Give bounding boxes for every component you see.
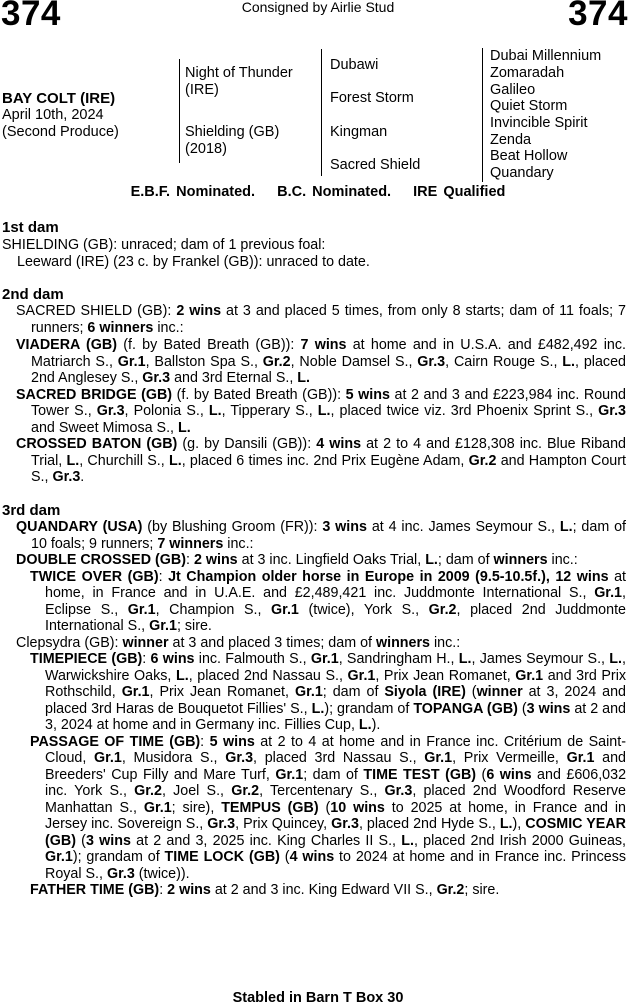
foaling-date: April 10th, 2024	[2, 107, 104, 123]
gen4-2: Zomaradah	[490, 65, 565, 81]
dam-sire: Kingman	[330, 124, 388, 140]
ebf-nomination: E.B.F. Nominated.	[130, 184, 256, 200]
nominations	[0, 184, 636, 200]
dam-name: Shielding (GB)	[185, 124, 280, 140]
first-dam-heading: 1st dam	[2, 219, 59, 236]
lot-number-right: 374	[568, 0, 628, 33]
third-dam-heading: 3rd dam	[2, 502, 61, 519]
lot-number-left: 374	[1, 0, 61, 33]
gen4-4: Quiet Storm	[490, 98, 568, 114]
stabling-info: Stabled in Barn T Box 30	[232, 990, 404, 1006]
bc-nomination: B.C. Nominated.	[277, 184, 392, 200]
produce-note: (Second Produce)	[2, 124, 119, 140]
gen4-1: Dubai Millennium	[490, 48, 602, 64]
consignor: Consigned by Airlie Stud	[241, 0, 395, 15]
sire-sire: Dubawi	[330, 57, 379, 73]
gen4-3: Galileo	[490, 82, 536, 98]
dam-dam: Sacred Shield	[330, 157, 421, 173]
third-dam-text: QUANDARY (USA) (by Blushing Groom (FR)): 3 wins at 4 inc. James Seymour S., L.; dam of 10 foals; 9 runners; 7 winners inc.: DOUBLE CROSSED (GB): 2 wins at 3 inc. Lingfield Oaks Trial, L.; dam of winners inc.: TWICE OVER (GB): Jt Champion older horse in Europe in 2009 (9.5-10.5f.), 12 wins at home, in France and in U.A.E. and £2,489,421 inc. Juddmonte International S., Gr.1, Eclipse S., Gr.1, Champion S., Gr.1 (twice), York S., Gr.2, placed 2nd Juddmonte International S., Gr.1; sire. Clepsydra (GB): winner at 3 and placed 3 times; dam of winners inc.: TIMEPIECE (GB): 6 wins inc. Falmouth S., Gr.1, Sandringham H., L., James Seymour S., L., Warwickshire Oaks, L., placed 2nd Nassau S., Gr.1, Prix Jean Romanet, Gr.1 and 3rd Prix Rothschild, Gr.1, Prix Jean Romanet, Gr.1; dam of Siyola (IRE) (winner at 3, 2024 and placed 3rd Haras de Bouquetot Fillies' S., L.); grandam of TOPANGA (GB) (3 wins at 2 and 3, 2024 at home and in Germany inc. Fillies Cup, L.). PASSAGE OF TIME (GB): 5 wins at 2 to 4 at home and in France inc. Critérium de Saint-Cloud, Gr.1, Musidora S., Gr.3, placed 3rd Nassau S., Gr.1, Prix Vermeille, Gr.1 and Breeders' Cup Filly and Mare Turf, Gr.1; dam of TIME TEST (GB) (6 wins and £606,032 inc. York S., Gr.2, Joel S., Gr.2, Tercentenary S., Gr.3, placed 2nd Woodford Reserve Manhattan S., Gr.1; sire), TEMPUS (GB) (10 wins to 2025 at home, in France and in Jersey inc. Sovereign S., Gr.3, Prix Quincey, Gr.3, placed 2nd Hyde S., L.), COSMIC YEAR (GB) (3 wins at 2 and 3, 2025 inc. King Charles II S., L., placed 2nd Irish 2000 Guineas, Gr.1); grandam of TIME LOCK (GB) (4 wins to 2024 at home and in France inc. Princess Royal S., Gr.3 (twice)). FATHER TIME (GB): 2 wins at 2 and 3 inc. King Edward VII S., Gr.2; sire.	[16, 519, 627, 898]
pedigree-divider-2	[321, 49, 322, 176]
ire-qualified: IRE Qualified	[413, 184, 506, 200]
dam-year: (2018)	[185, 141, 227, 157]
pedigree-divider-1	[179, 59, 180, 163]
sire-dam: Forest Storm	[330, 90, 414, 106]
pedigree-divider-3	[482, 48, 483, 182]
second-dam-heading: 2nd dam	[2, 286, 64, 303]
sire-country: (IRE)	[185, 82, 219, 98]
gen4-5: Invincible Spirit	[490, 115, 588, 131]
gen4-7: Beat Hollow	[490, 148, 568, 164]
sire-name: Night of Thunder	[185, 65, 293, 81]
gen4-8: Quandary	[490, 165, 554, 181]
horse-name: BAY COLT (IRE)	[2, 90, 116, 107]
first-dam-text: SHIELDING (GB): unraced; dam of 1 previous foal: Leeward (IRE) (23 c. by Frankel (GB)): unraced to date.	[2, 237, 370, 270]
gen4-6: Zenda	[490, 132, 532, 148]
second-dam-text: SACRED SHIELD (GB): 2 wins at 3 and placed 5 times, from only 8 starts; dam of 11 foals; 7 runners; 6 winners inc.: VIADERA (GB) (f. by Bated Breath (GB)): 7 wins at home and in U.S.A. and £482,492 inc. Matriarch S., Gr.1, Ballston Spa S., Gr.2, Noble Damsel S., Gr.3, Cairn Rouge S., L., placed 2nd Anglesey S., Gr.3 and 3rd Eternal S., L. SACRED BRIDGE (GB) (f. by Bated Breath (GB)): 5 wins at 2 and 3 and £223,984 inc. Round Tower S., Gr.3, Polonia S., L., Tipperary S., L., placed twice viz. 3rd Phoenix Sprint S., Gr.3 and Sweet Mimosa S., L. CROSSED BATON (GB) (g. by Dansili (GB)): 4 wins at 2 to 4 and £128,308 inc. Blue Riband Trial, L., Churchill S., L., placed 6 times inc. 2nd Prix Eugène Adam, Gr.2 and Hampton Court S., Gr.3.	[16, 303, 627, 485]
